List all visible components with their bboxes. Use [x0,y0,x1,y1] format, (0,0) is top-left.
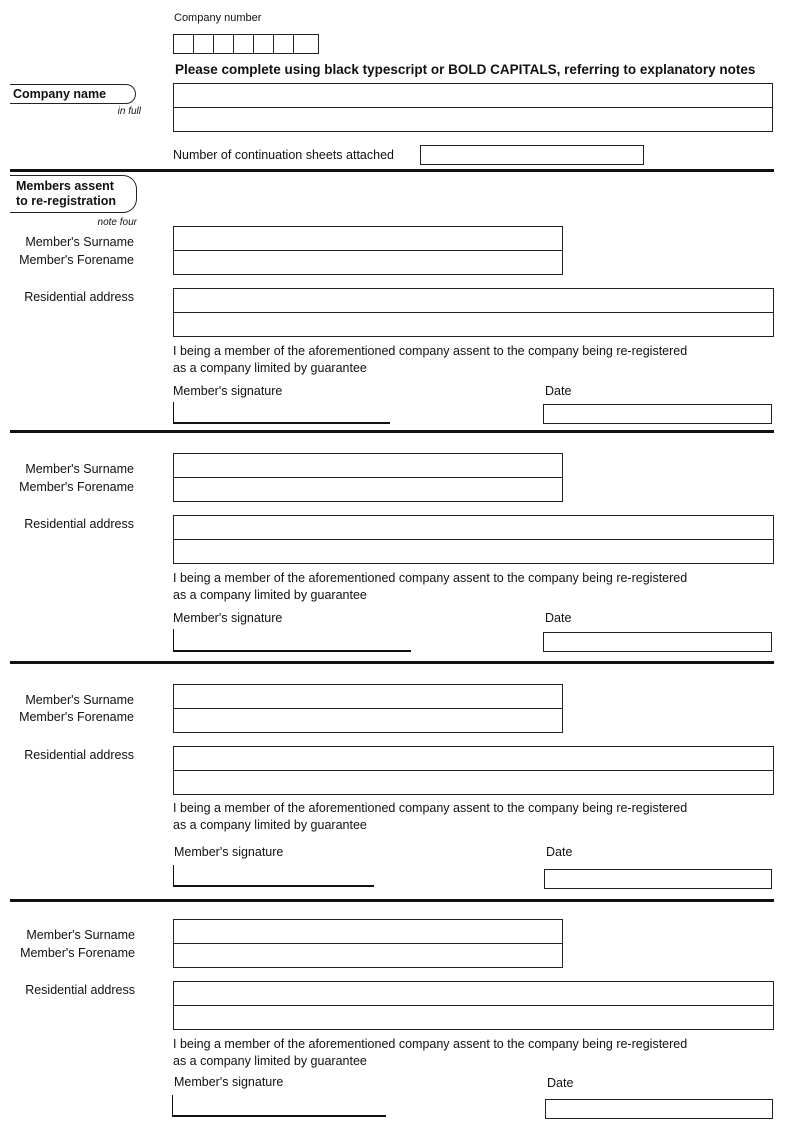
address-line-1[interactable] [173,515,774,540]
section-divider [10,430,774,433]
signature-line [173,422,390,424]
company-name-tab: Company name [10,84,136,104]
date-input[interactable] [544,869,772,889]
address-label: Residential address [25,983,135,997]
signature-line [173,885,374,887]
surname-label: Member's Surname [26,928,135,942]
address-line-1[interactable] [173,288,774,313]
date-label: Date [545,384,572,398]
company-number-label: Company number [174,12,262,24]
date-label: Date [547,1076,574,1090]
in-full-note: in full [117,106,141,117]
signature-line [173,650,411,652]
assent-statement: I being a member of the aforementioned company assent to the company being re-registered as a company limited by guarantee [173,801,688,832]
address-line-2[interactable] [173,770,774,795]
date-input[interactable] [545,1099,773,1119]
form-instruction: Please complete using black typescript or BOLD CAPITALS, referring to explanatory notes [175,62,756,77]
date-input[interactable] [543,632,772,652]
signature-area[interactable] [172,1095,173,1117]
members-assent-tab: Members assent to re-registration [10,175,137,213]
assent-statement: I being a member of the aforementioned company assent to the company being re-registered as a company limited by guarantee [173,1037,688,1068]
surname-input[interactable] [173,684,563,709]
address-line-1[interactable] [173,746,774,771]
address-label: Residential address [24,290,134,304]
forename-input[interactable] [173,708,563,733]
assent-statement: I being a member of the aforementioned company assent to the company being re-registered as a company limited by guarantee [173,344,688,375]
signature-label: Member's signature [174,1075,284,1089]
address-label: Residential address [24,748,134,762]
signature-line [172,1115,386,1117]
signature-area[interactable] [173,629,174,651]
date-label: Date [545,611,572,625]
signature-label: Member's signature [173,611,283,625]
signature-label: Member's signature [173,384,283,398]
company-name-line-2[interactable] [173,107,773,132]
forename-label: Member's Forename [20,946,135,960]
date-input[interactable] [543,404,772,424]
forename-input[interactable] [173,250,563,275]
address-line-1[interactable] [173,981,774,1006]
address-label: Residential address [24,517,134,531]
surname-label: Member's Surname [25,462,134,476]
assent-statement: I being a member of the aforementioned company assent to the company being re-registered as a company limited by guarantee [173,571,688,602]
surname-label: Member's Surname [25,693,134,707]
surname-label: Member's Surname [25,235,134,249]
address-line-2[interactable] [173,539,774,564]
surname-input[interactable] [173,226,563,251]
continuation-sheets-input[interactable] [420,145,644,165]
forename-label: Member's Forename [19,253,134,267]
section-divider [10,169,774,172]
signature-label: Member's signature [174,845,284,859]
forename-input[interactable] [173,477,563,502]
address-line-2[interactable] [173,1005,774,1030]
signature-area[interactable] [173,865,174,887]
surname-input[interactable] [173,453,563,478]
continuation-sheets-label: Number of continuation sheets attached [173,148,394,162]
note-four: note four [97,217,137,228]
signature-area[interactable] [173,402,174,424]
date-label: Date [546,845,573,859]
section-divider [10,899,774,902]
company-name-line-1[interactable] [173,83,773,108]
address-line-2[interactable] [173,312,774,337]
section-divider [10,661,774,664]
forename-label: Member's Forename [19,710,134,724]
forename-input[interactable] [173,943,563,968]
surname-input[interactable] [173,919,563,944]
forename-label: Member's Forename [19,480,134,494]
